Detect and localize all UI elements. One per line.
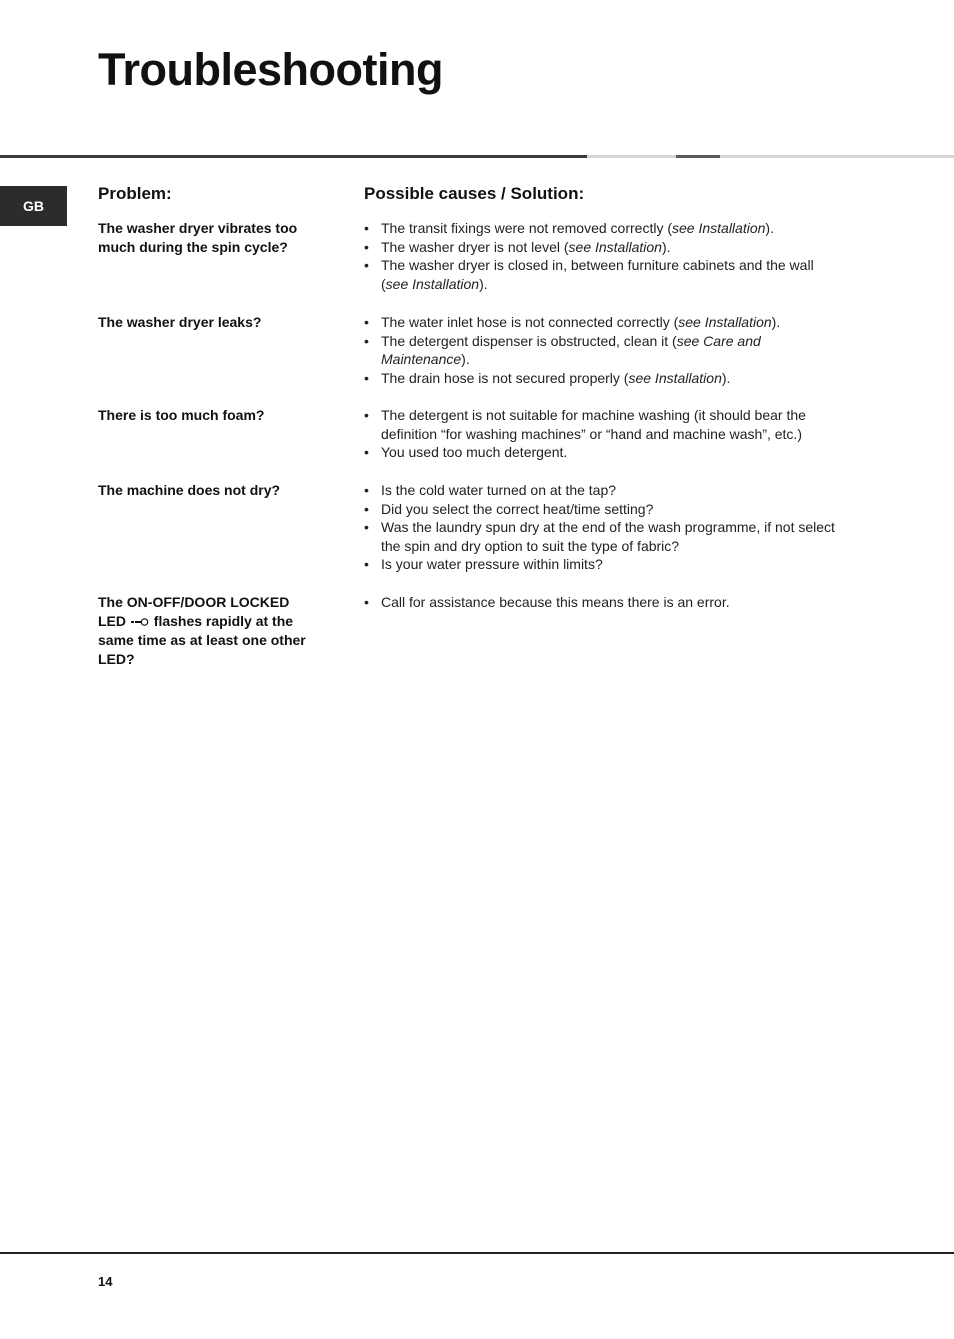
causes-list	[364, 593, 844, 612]
cause-item: • The detergent dispenser is obstructed, clean it (see Care and Maintenance).	[364, 332, 761, 367]
problem-text: The ON-OFF/DOOR LOCKED LED flashes rapidly at the same time as at least one other LED?	[98, 594, 306, 667]
footer-rule	[0, 1252, 954, 1254]
causes-list	[364, 313, 844, 387]
header-rule-dark	[0, 155, 587, 158]
bullet-icon: •	[364, 556, 369, 572]
cause-item: • Is the cold water turned on at the tap?	[364, 482, 617, 498]
cause-item: • The washer dryer is not level (see Installation).	[364, 238, 671, 255]
bullet-icon: •	[364, 594, 369, 610]
door-lock-key-icon	[131, 617, 149, 627]
cause-item: • The detergent is not suitable for machine washing (it should bear the definition “for washing machines” or “hand and machine wash”, etc.)	[364, 407, 806, 442]
bullet-icon: •	[364, 444, 369, 460]
bullet-icon: •	[364, 238, 369, 255]
bullet-icon: •	[364, 257, 369, 273]
bullet-icon: •	[364, 519, 369, 535]
cause-item: • Did you select the correct heat/time setting?	[364, 500, 654, 517]
causes-list	[364, 406, 844, 462]
cause-item: • Is your water pressure within limits?	[364, 556, 603, 572]
cause-item: • The washer dryer is closed in, between furniture cabinets and the wall (see Installation).	[364, 257, 814, 292]
solution-column-heading: Possible causes / Solution:	[364, 184, 585, 203]
bullet-icon: •	[364, 407, 369, 423]
problem-text: There is too much foam?	[98, 407, 265, 423]
cause-item: • You used too much detergent.	[364, 444, 568, 460]
causes-list	[364, 219, 844, 293]
bullet-icon: •	[364, 369, 369, 386]
bullet-icon: •	[364, 500, 369, 517]
page-number: 14	[98, 1274, 113, 1289]
bullet-icon: •	[364, 482, 369, 498]
header-rule-accent	[676, 155, 720, 158]
cause-item: • The water inlet hose is not connected correctly (see Installation).	[364, 314, 781, 330]
bullet-icon: •	[364, 314, 369, 330]
causes-list	[364, 481, 844, 574]
language-tab: GB	[0, 186, 67, 226]
problem-text: The washer dryer vibrates too much during the spin cycle?	[98, 220, 298, 255]
problem-text: The washer dryer leaks?	[98, 314, 262, 330]
problem-text: The machine does not dry?	[98, 482, 281, 498]
header-rule-light-end	[720, 155, 954, 158]
bullet-icon: •	[364, 220, 369, 236]
cause-item: • The transit fixings were not removed correctly (see Installation).	[364, 220, 774, 236]
problem-column-heading: Problem:	[98, 184, 172, 203]
cause-item: • Was the laundry spun dry at the end of the wash programme, if not select the spin and dry option to suit the type of fabric?	[364, 519, 835, 554]
header-rule-light	[587, 155, 676, 158]
cause-item: • Call for assistance because this means there is an error.	[364, 594, 730, 610]
bullet-icon: •	[364, 332, 369, 349]
cause-item: • The drain hose is not secured properly (see Installation).	[364, 369, 731, 386]
page-title: Troubleshooting	[98, 44, 443, 95]
